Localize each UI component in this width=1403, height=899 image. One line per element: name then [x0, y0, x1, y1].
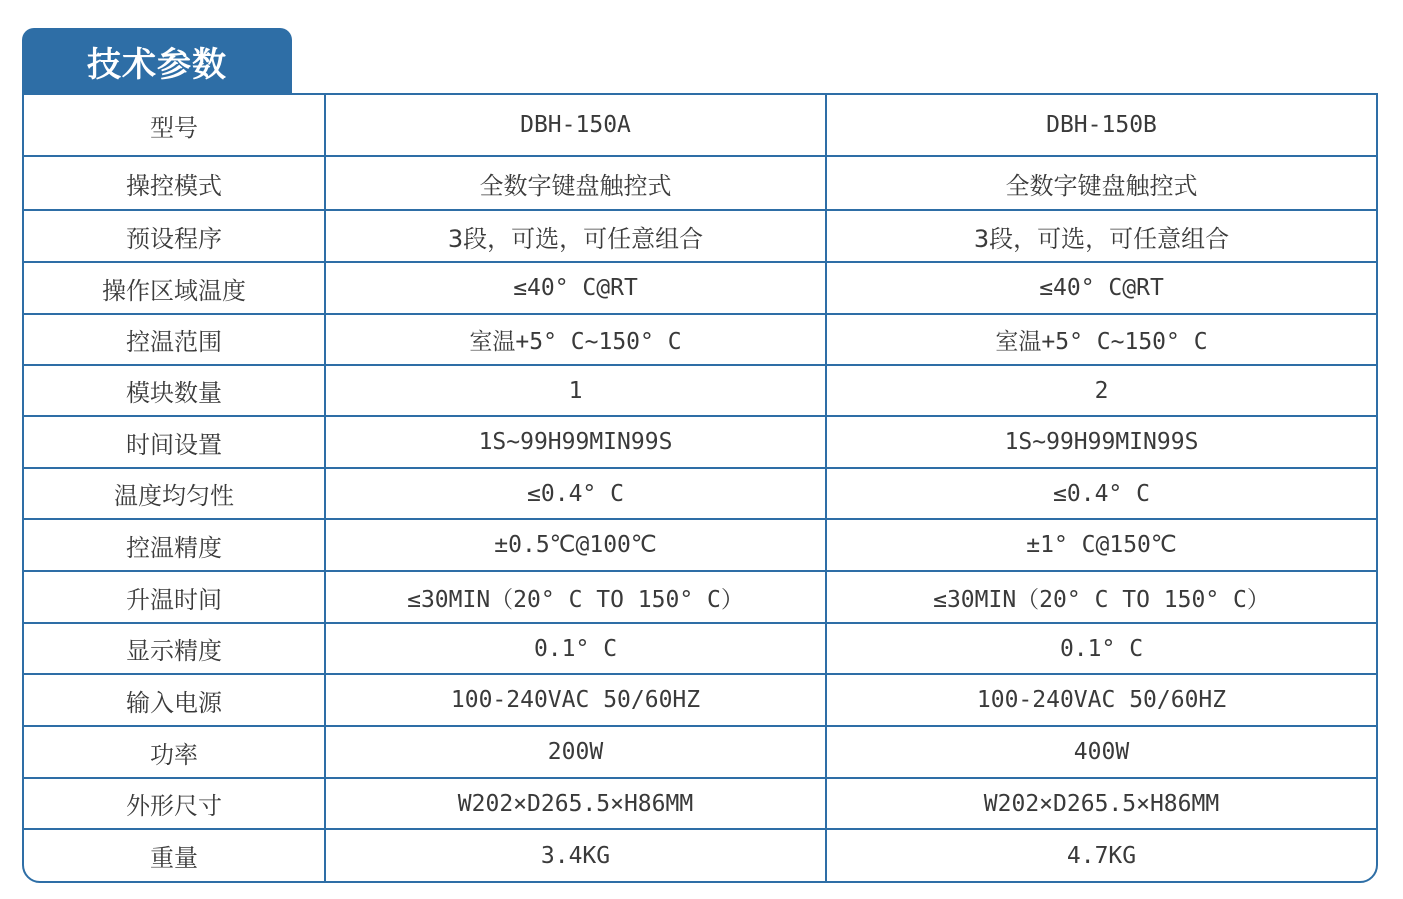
table-row [24, 675, 1376, 727]
table-row [24, 95, 1376, 157]
row-label: 时间设置 [24, 417, 326, 469]
table-row [24, 469, 1376, 520]
table-row [24, 366, 1376, 417]
table-row [24, 211, 1376, 263]
row-label: 显示精度 [24, 624, 326, 675]
table-row [24, 779, 1376, 830]
value-dbh-150a: 全数字键盘触控式 [326, 157, 827, 211]
table-row [24, 830, 1376, 881]
row-label: 控温范围 [24, 315, 326, 366]
value-dbh-150a: 3.4KG [326, 830, 827, 881]
spec-table [22, 93, 1378, 883]
value-dbh-150a: DBH-150A [326, 95, 827, 157]
value-dbh-150b: ≤40° C@RT [827, 263, 1376, 315]
table-row [24, 624, 1376, 675]
row-label: 重量 [24, 830, 326, 881]
value-dbh-150a: ±0.5℃@100℃ [326, 520, 827, 572]
row-label: 功率 [24, 727, 326, 779]
table-row [24, 417, 1376, 469]
row-label: 输入电源 [24, 675, 326, 727]
value-dbh-150b: 0.1° C [827, 624, 1376, 675]
value-dbh-150b: DBH-150B [827, 95, 1376, 157]
value-dbh-150b: 1S~99H99MIN99S [827, 417, 1376, 469]
table-row [24, 572, 1376, 624]
section-title: 技术参数 [22, 28, 292, 94]
value-dbh-150b: ≤0.4° C [827, 469, 1376, 520]
value-dbh-150a: 1 [326, 366, 827, 417]
value-dbh-150a: 3段，可选，可任意组合 [326, 211, 827, 263]
table-row [24, 315, 1376, 366]
row-label: 预设程序 [24, 211, 326, 263]
value-dbh-150a: 0.1° C [326, 624, 827, 675]
value-dbh-150b: 4.7KG [1066, 842, 1137, 869]
table-row [24, 157, 1376, 211]
value-dbh-150b: 400W [827, 727, 1376, 779]
value-dbh-150a: ≤40° C@RT [326, 263, 827, 315]
row-label: 型号 [24, 95, 326, 157]
value-dbh-150a: 100-240VAC 50/60HZ [326, 675, 827, 727]
value-dbh-150a: ≤0.4° C [326, 469, 827, 520]
row-label: 外形尺寸 [24, 779, 326, 830]
row-label: 操作区域温度 [24, 263, 326, 315]
value-dbh-150b: W202×D265.5×H86MM [827, 779, 1376, 830]
value-dbh-150a: 室温+5° C~150° C [326, 315, 827, 366]
value-dbh-150b: 100-240VAC 50/60HZ [827, 675, 1376, 727]
value-dbh-150b: 全数字键盘触控式 [827, 157, 1376, 211]
value-dbh-150b: 室温+5° C~150° C [827, 315, 1376, 366]
table-row [24, 727, 1376, 779]
value-dbh-150b: ±1° C@150℃ [827, 520, 1376, 572]
value-dbh-150a: 1S~99H99MIN99S [326, 417, 827, 469]
table-row [24, 520, 1376, 572]
value-dbh-150a: 200W [326, 727, 827, 779]
value-dbh-150a: ≤30MIN（20° C TO 150° C） [326, 572, 827, 624]
row-label: 模块数量 [24, 366, 326, 417]
value-dbh-150b: 3段，可选，可任意组合 [827, 211, 1376, 263]
value-dbh-150b: ≤30MIN（20° C TO 150° C） [827, 572, 1376, 624]
value-dbh-150a: W202×D265.5×H86MM [326, 779, 827, 830]
row-label: 升温时间 [24, 572, 326, 624]
row-label: 控温精度 [24, 520, 326, 572]
row-label: 操控模式 [24, 157, 326, 211]
table-row [24, 263, 1376, 315]
row-label: 温度均匀性 [24, 469, 326, 520]
value-dbh-150b: 2 [827, 366, 1376, 417]
